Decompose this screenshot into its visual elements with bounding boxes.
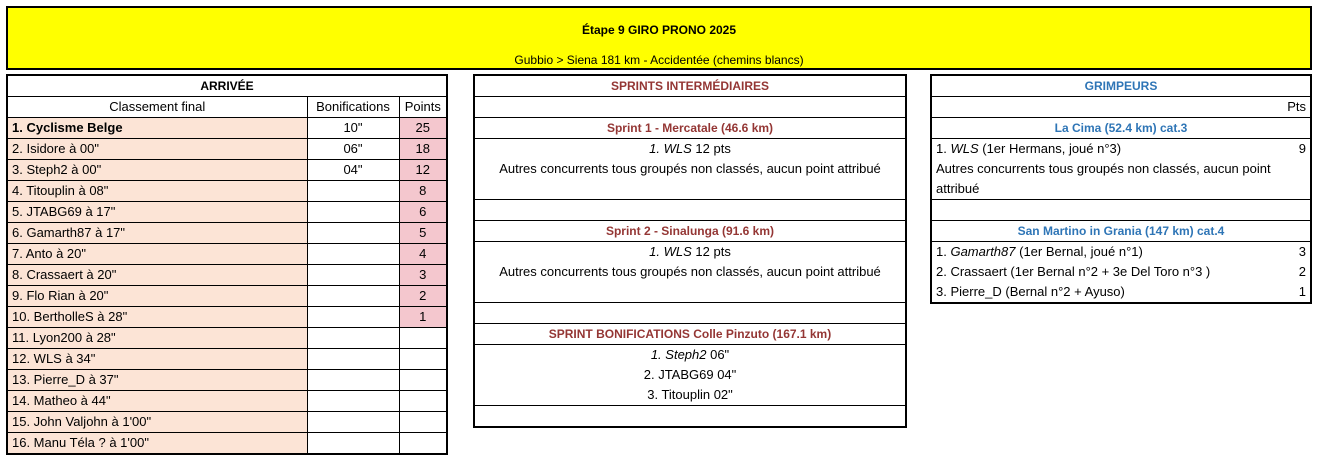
table-row bbox=[7, 328, 447, 349]
col-points: Points bbox=[399, 97, 447, 118]
rider-bonus bbox=[307, 265, 399, 286]
rider-name: 3. Steph2 à 00" bbox=[7, 160, 307, 181]
sprint2-winner bbox=[474, 242, 906, 263]
climb2-row-3-pts: 1 bbox=[1298, 284, 1306, 299]
rider-bonus bbox=[307, 202, 399, 223]
table-row bbox=[7, 181, 447, 202]
rider-bonus bbox=[307, 370, 399, 391]
table-row bbox=[7, 118, 447, 139]
table-row bbox=[7, 139, 447, 160]
rider-name: 5. JTABG69 à 17" bbox=[7, 202, 307, 223]
sprints-table bbox=[473, 74, 907, 428]
rider-bonus bbox=[307, 412, 399, 433]
rider-name: 16. Manu Téla ? à 1'00" bbox=[7, 433, 307, 455]
arrivee-rows bbox=[7, 118, 447, 455]
rider-bonus bbox=[307, 286, 399, 307]
grimpeurs-table bbox=[930, 74, 1312, 304]
rider-points: 6 bbox=[399, 202, 447, 223]
rider-name: 6. Gamarth87 à 17" bbox=[7, 223, 307, 244]
table-row bbox=[7, 223, 447, 244]
climb1-title: La Cima (52.4 km) cat.3 bbox=[931, 118, 1311, 139]
rider-points bbox=[399, 391, 447, 412]
stage-title: Étape 9 GIRO PRONO 2025 bbox=[581, 23, 737, 37]
climb2-row-1-pts: 3 bbox=[1298, 244, 1306, 259]
sprint2-title: Sprint 2 - Sinalunga (91.6 km) bbox=[474, 221, 906, 242]
arrivee-table bbox=[6, 74, 448, 455]
rider-points: 5 bbox=[399, 223, 447, 244]
table-row bbox=[7, 265, 447, 286]
rider-name: 7. Anto à 20" bbox=[7, 244, 307, 265]
bonif-row-1 bbox=[474, 345, 906, 366]
col-bonifications: Bonifications bbox=[307, 97, 399, 118]
sprint1-winner bbox=[474, 139, 906, 160]
sprint1-winner-pts: 12 pts bbox=[691, 141, 731, 156]
climb1-note: Autres concurrents tous groupés non classés, aucun point attribué bbox=[931, 159, 1311, 200]
bonif-1-time: 06" bbox=[706, 347, 730, 362]
col-classement: Classement final bbox=[7, 97, 307, 118]
bonif-sprint-title: SPRINT BONIFICATIONS Colle Pinzuto (167.1 km) bbox=[474, 324, 906, 345]
rider-points: 2 bbox=[399, 286, 447, 307]
rider-points bbox=[399, 349, 447, 370]
rider-name: 4. Titouplin à 08" bbox=[7, 181, 307, 202]
rider-name: 9. Flo Rian à 20" bbox=[7, 286, 307, 307]
rider-points bbox=[399, 370, 447, 391]
table-row bbox=[7, 412, 447, 433]
sprints-header: SPRINTS INTERMÉDIAIRES bbox=[474, 75, 906, 97]
bonif-1-name: 1. Steph2 bbox=[650, 347, 707, 362]
table-row bbox=[7, 160, 447, 181]
rider-name: 15. John Valjohn à 1'00" bbox=[7, 412, 307, 433]
rider-name: 11. Lyon200 à 28" bbox=[7, 328, 307, 349]
bonif-row-3: 3. Titouplin 02" bbox=[474, 385, 906, 406]
rider-points: 12 bbox=[399, 160, 447, 181]
rider-bonus bbox=[307, 223, 399, 244]
rider-points: 4 bbox=[399, 244, 447, 265]
rider-bonus: 10" bbox=[307, 118, 399, 139]
rider-name: 10. BertholleS à 28" bbox=[7, 307, 307, 328]
climb2-title: San Martino in Grania (147 km) cat.4 bbox=[931, 221, 1311, 242]
rider-bonus bbox=[307, 307, 399, 328]
sprints-spacer bbox=[474, 406, 906, 428]
grimpeurs-header: GRIMPEURS bbox=[931, 75, 1311, 97]
grimpeurs-spacer bbox=[931, 200, 1311, 221]
grimpeurs-pts-label: Pts bbox=[1271, 97, 1311, 118]
rider-name: 12. WLS à 34" bbox=[7, 349, 307, 370]
rider-points: 8 bbox=[399, 181, 447, 202]
table-row bbox=[7, 244, 447, 265]
climb1-row-1 bbox=[931, 139, 1271, 160]
climb2-row-2: 2. Crassaert (1er Bernal n°2 + 3e Del Toro n°3 ) bbox=[936, 264, 1211, 279]
rider-name: 2. Isidore à 00" bbox=[7, 139, 307, 160]
table-row bbox=[7, 307, 447, 328]
sprint2-note: Autres concurrents tous groupés non classés, aucun point attribué bbox=[474, 262, 906, 303]
rider-name: 13. Pierre_D à 37" bbox=[7, 370, 307, 391]
table-row bbox=[7, 370, 447, 391]
arrivee-header: ARRIVÉE bbox=[7, 75, 447, 97]
rider-bonus bbox=[307, 349, 399, 370]
climb1-rank: 1. bbox=[936, 141, 951, 156]
rider-points bbox=[399, 412, 447, 433]
table-row bbox=[7, 349, 447, 370]
climb1-row-1-pts: 9 bbox=[1298, 141, 1306, 156]
climb1-detail: (1er Hermans, joué n°3) bbox=[978, 141, 1122, 156]
sprints-spacer bbox=[474, 303, 906, 324]
climb2-detail: (1er Bernal, joué n°1) bbox=[1015, 244, 1143, 259]
rider-points bbox=[399, 433, 447, 455]
rider-bonus bbox=[307, 328, 399, 349]
sprint2-winner-name: 1. WLS bbox=[649, 244, 692, 259]
sprint2-winner-pts: 12 pts bbox=[691, 244, 731, 259]
climb1-player: WLS bbox=[950, 141, 979, 156]
table-row bbox=[7, 391, 447, 412]
rider-points: 1 bbox=[399, 307, 447, 328]
rider-bonus bbox=[307, 391, 399, 412]
rider-points: 3 bbox=[399, 265, 447, 286]
rider-name: 14. Matheo à 44" bbox=[7, 391, 307, 412]
stage-banner bbox=[6, 6, 1312, 70]
rider-bonus: 06" bbox=[307, 139, 399, 160]
bonif-row-2: 2. JTABG69 04" bbox=[643, 367, 737, 382]
rider-points bbox=[399, 328, 447, 349]
rider-name: 1. Cyclisme Belge bbox=[7, 118, 307, 139]
rider-points: 25 bbox=[399, 118, 447, 139]
climb2-row-2-pts: 2 bbox=[1298, 264, 1306, 279]
sprint1-note: Autres concurrents tous groupés non classés, aucun point attribué bbox=[474, 159, 906, 200]
sprint1-winner-name: 1. WLS bbox=[649, 141, 692, 156]
climb2-row-1 bbox=[931, 242, 1271, 263]
table-row bbox=[7, 433, 447, 455]
rider-name: 8. Crassaert à 20" bbox=[7, 265, 307, 286]
rider-points: 18 bbox=[399, 139, 447, 160]
table-row bbox=[7, 286, 447, 307]
stage-subtitle: Gubbio > Siena 181 km - Accidentée (chemins blancs) bbox=[514, 53, 804, 67]
sprints-spacer bbox=[474, 200, 906, 221]
rider-bonus bbox=[307, 244, 399, 265]
climb2-player: Gamarth87 bbox=[950, 244, 1016, 259]
table-row bbox=[7, 202, 447, 223]
sprint1-title: Sprint 1 - Mercatale (46.6 km) bbox=[474, 118, 906, 139]
rider-bonus: 04" bbox=[307, 160, 399, 181]
rider-bonus bbox=[307, 181, 399, 202]
climb2-row-3: 3. Pierre_D (Bernal n°2 + Ayuso) bbox=[936, 284, 1125, 299]
climb2-rank: 1. bbox=[936, 244, 951, 259]
sprints-spacer bbox=[474, 97, 906, 118]
rider-bonus bbox=[307, 433, 399, 455]
